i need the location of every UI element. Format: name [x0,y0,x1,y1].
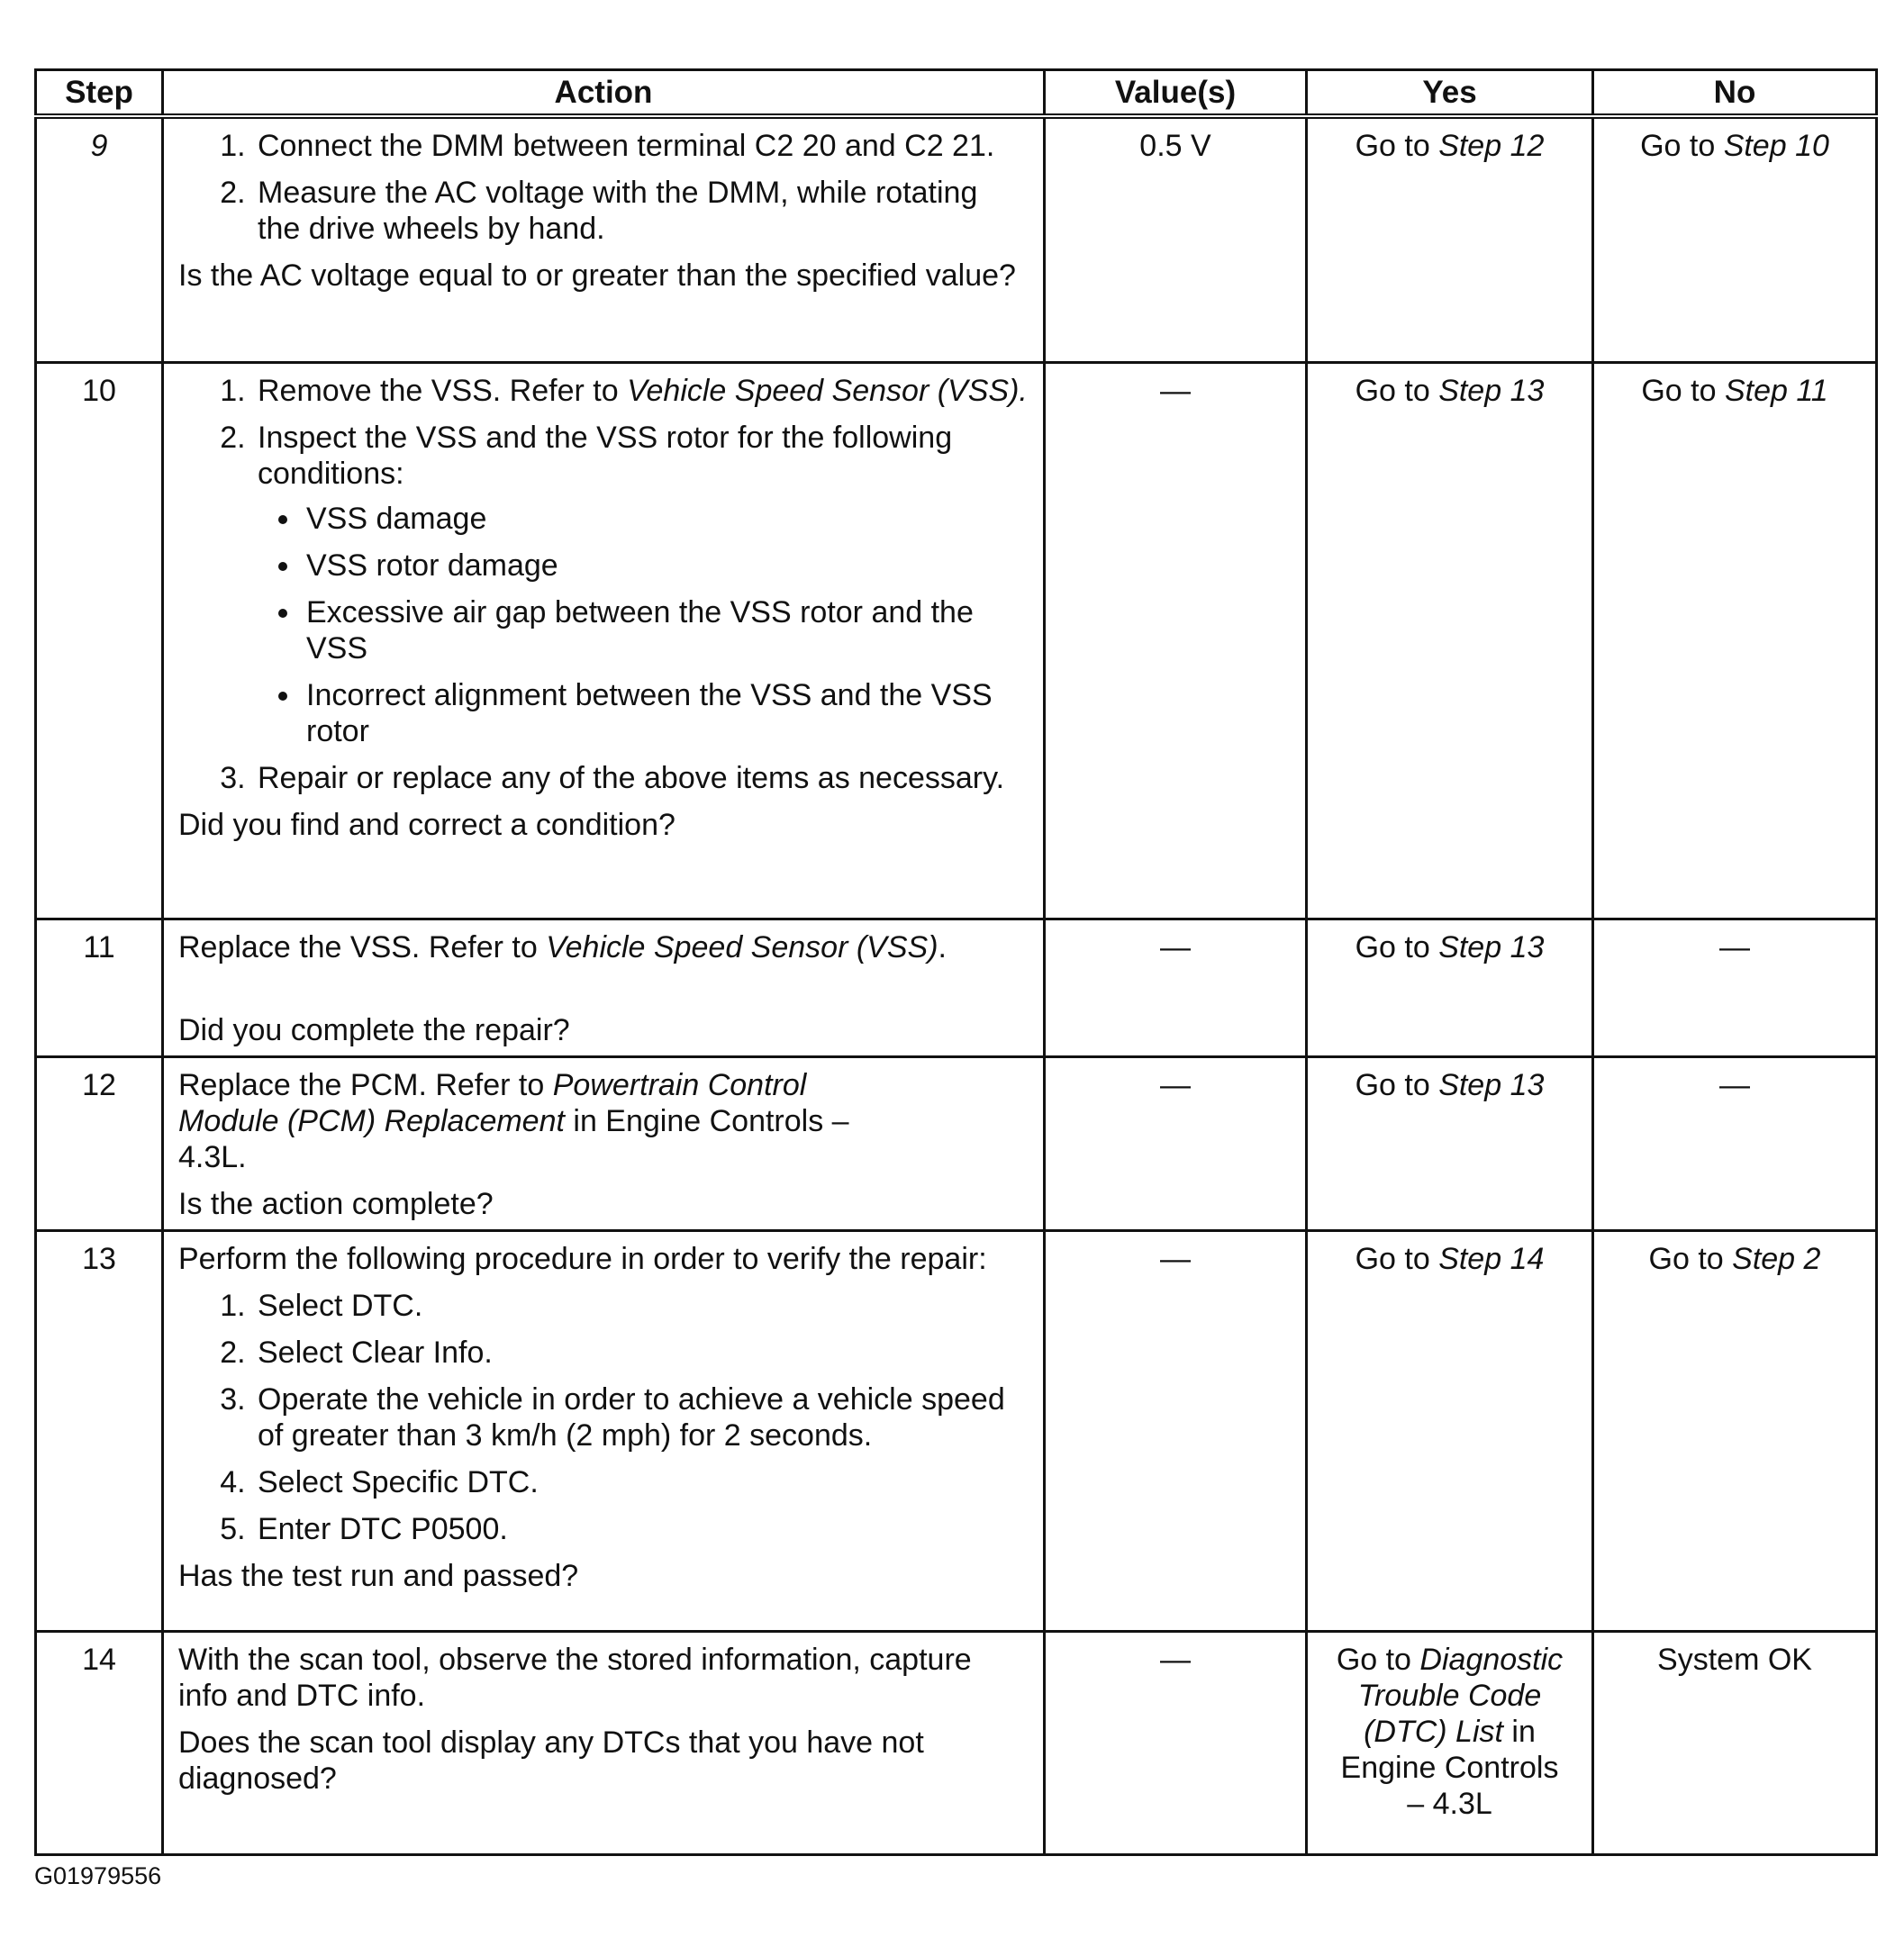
action-cell [163,362,1045,919]
action-intro: Perform the following procedure in order to verify the repair: [178,1241,987,1276]
condition-list [258,501,1029,749]
condition-item: • Incorrect alignment between the VSS and the VSS rotor [303,677,1029,749]
action-step: 4. Select Specific DTC. [254,1464,1029,1500]
action-step [254,373,1029,409]
condition-item: • VSS rotor damage [303,548,1029,584]
action-question: Did you find and correct a condition? [178,807,675,842]
action-steps [178,373,1029,796]
action-question: Did you complete the repair? [178,1012,570,1047]
no-step-link[interactable]: Step 2 [1732,1241,1821,1276]
yes-suffix: in Engine Controls – 4.3L [1340,1714,1559,1821]
table-row [36,1631,1877,1854]
no-cell [1593,116,1877,362]
yes-cell [1307,1230,1593,1631]
yes-cell [1307,1056,1593,1230]
header-yes: Yes [1307,70,1593,117]
condition-item: • Excessive air gap between the VSS rotor and the VSS [303,594,1029,666]
diagnostic-table [34,68,1878,1856]
header-step: Step [36,70,163,117]
yes-step-link[interactable]: Step 13 [1438,373,1545,408]
action-question: Is the AC voltage equal to or greater than the specified value? [178,258,1016,293]
no-cell [1593,362,1877,919]
value-cell: — [1045,1056,1307,1230]
value-cell: — [1045,362,1307,919]
yes-cell [1307,1631,1593,1854]
action-text-end: in Engine Controls – 4.3L. [178,1103,849,1174]
action-question: Does the scan tool display any DTCs that you have not diagnosed? [178,1725,924,1796]
yes-prefix: Go to [1336,1642,1420,1677]
value-cell: — [1045,1230,1307,1631]
action-step: 3. Operate the vehicle in order to achieve a vehicle speed of greater than 3 km/h (2 mph) for 2 seconds. [254,1381,1029,1453]
action-steps [178,128,1029,247]
yes-cell [1307,919,1593,1056]
step-number: 13 [36,1230,163,1631]
step-number: 9 [36,116,163,362]
action-text: Replace the VSS. Refer to [178,929,547,964]
step-number: 10 [36,362,163,919]
table-row [36,1056,1877,1230]
no-step-link[interactable]: Step 11 [1724,373,1828,408]
action-text: Inspect the VSS and the VSS rotor for the following conditions: [258,420,953,491]
header-no: No [1593,70,1877,117]
yes-prefix: Go to [1355,373,1439,408]
no-cell [1593,1230,1877,1631]
action-cell [163,919,1045,1056]
table-row [36,1230,1877,1631]
table-row [36,362,1877,919]
no-prefix: Go to [1640,129,1724,163]
action-cell [163,116,1045,362]
yes-prefix: Go to [1355,1067,1439,1102]
action-step: 3. Repair or replace any of the above items as necessary. [254,760,1029,796]
step-number: 11 [36,919,163,1056]
no-prefix: Go to [1648,1241,1733,1276]
action-question: Has the test run and passed? [178,1558,579,1593]
action-text: Remove the VSS. Refer to [258,373,628,408]
action-step [254,420,1029,749]
action-cell [163,1056,1045,1230]
yes-prefix: Go to [1355,129,1439,163]
yes-procedure-link[interactable]: Diagnostic Trouble Code (DTC) List [1357,1642,1564,1749]
action-question: Is the action complete? [178,1186,494,1221]
action-cell [163,1631,1045,1854]
table-row [36,919,1877,1056]
yes-step-link[interactable]: Step 13 [1438,1067,1545,1102]
yes-cell [1307,116,1593,362]
action-step: 1. Connect the DMM between terminal C2 20 and C2 21. [254,128,1029,164]
yes-step-link[interactable]: Step 13 [1438,929,1545,964]
no-prefix: Go to [1641,373,1725,408]
yes-prefix: Go to [1355,929,1439,964]
action-step: 2. Measure the AC voltage with the DMM, while rotating the drive wheels by hand. [254,175,1029,247]
action-text: Replace the PCM. Refer to [178,1067,553,1102]
figure-id: G01979556 [34,1862,162,1889]
action-step: 5. Enter DTC P0500. [254,1511,1029,1547]
action-steps [178,1288,1029,1547]
value-cell: 0.5 V [1045,116,1307,362]
header-values: Value(s) [1045,70,1307,117]
yes-step-link[interactable]: Step 12 [1438,129,1545,163]
condition-item: • VSS damage [303,501,1029,537]
yes-cell [1307,362,1593,919]
value-cell: — [1045,919,1307,1056]
step-number: 14 [36,1631,163,1854]
yes-step-link[interactable]: Step 14 [1438,1241,1545,1276]
header-row [36,70,1877,117]
step-number: 12 [36,1056,163,1230]
procedure-link[interactable]: Vehicle Speed Sensor (VSS) [546,929,938,964]
no-cell: System OK [1593,1631,1877,1854]
header-action: Action [163,70,1045,117]
action-text-line [178,1067,863,1175]
table-row [36,116,1877,362]
action-step: 1. Select DTC. [254,1288,1029,1324]
action-text: With the scan tool, observe the stored information, capture info and DTC info. [178,1642,972,1713]
no-cell: — [1593,1056,1877,1230]
no-step-link[interactable]: Step 10 [1723,129,1829,163]
action-text-end: . [938,929,947,964]
procedure-link[interactable]: Vehicle Speed Sensor (VSS). [627,373,1028,408]
action-step: 2. Select Clear Info. [254,1335,1029,1371]
procedure-link[interactable]: Powertrain Control Module (PCM) Replacement [178,1067,807,1138]
yes-prefix: Go to [1355,1241,1439,1276]
action-cell [163,1230,1045,1631]
action-text-line [178,929,1029,965]
value-cell: — [1045,1631,1307,1854]
no-cell: — [1593,919,1877,1056]
